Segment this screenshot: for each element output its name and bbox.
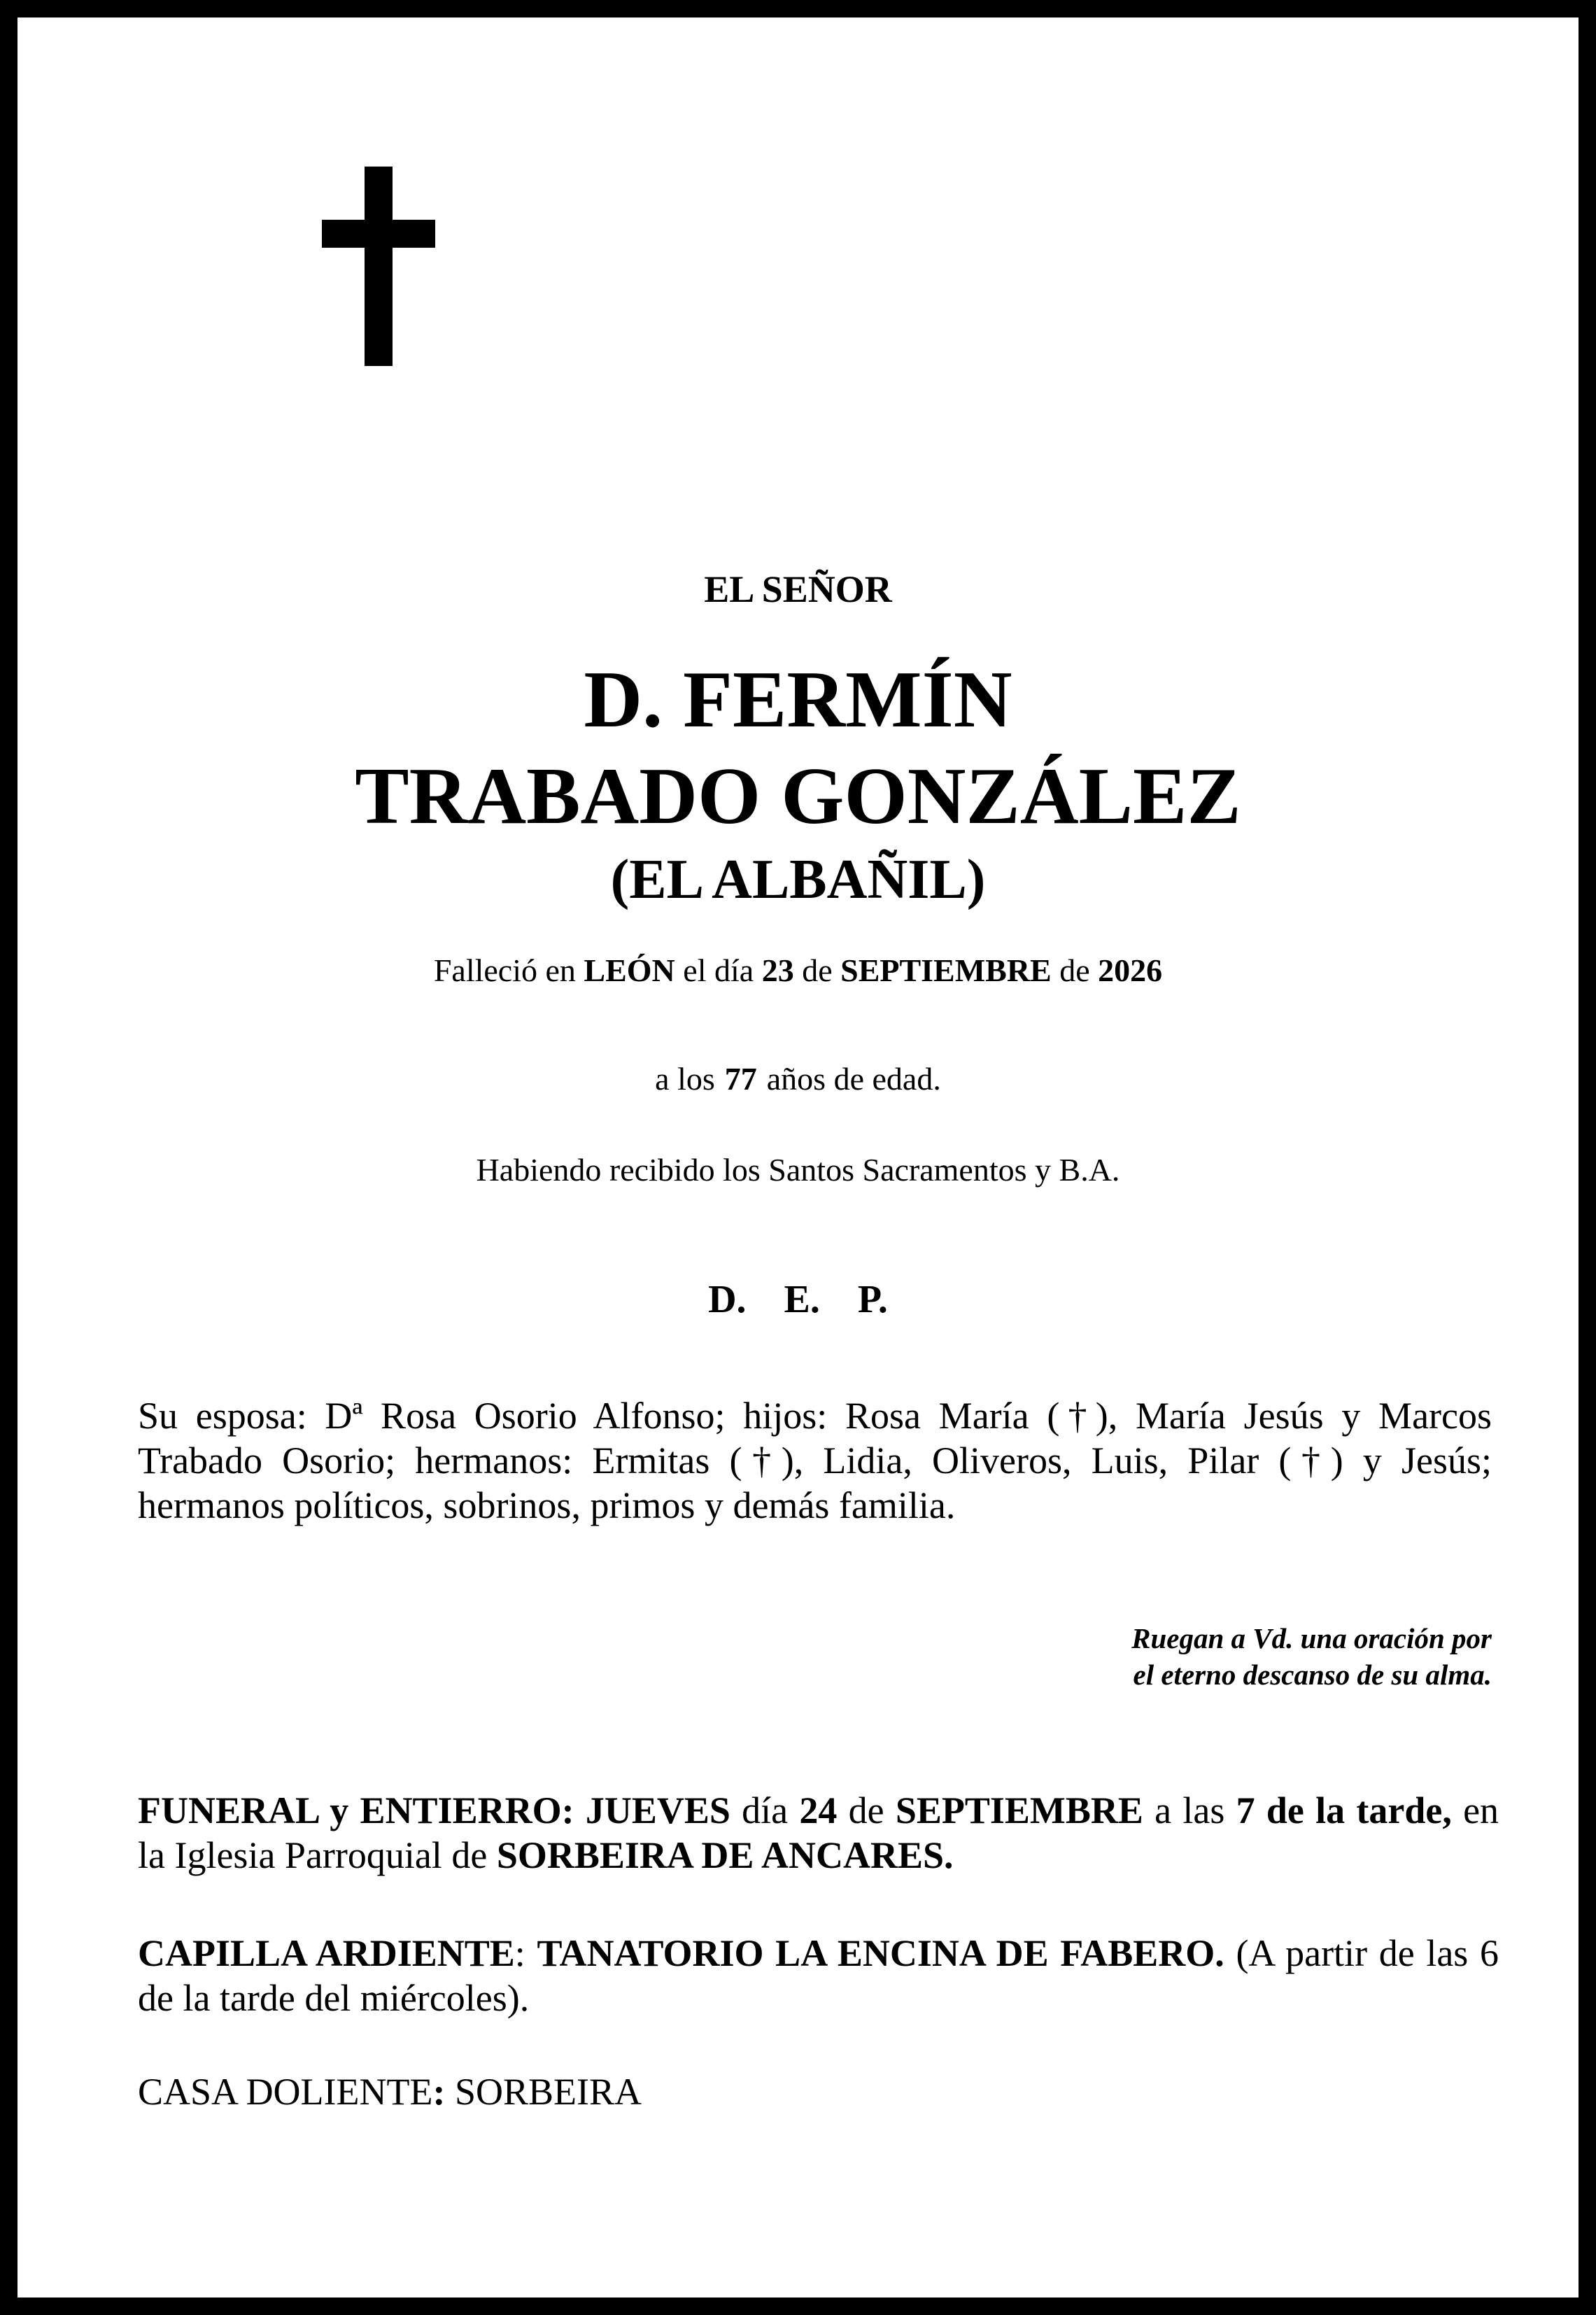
chapel-place: TANATORIO LA ENCINA DE FABERO.	[537, 1932, 1224, 1974]
death-line: Falleció en LEÓN el día 23 de SEPTIEMBRE de 2026	[433, 952, 1163, 988]
funeral-month: SEPTIEMBRE	[895, 1789, 1143, 1831]
funeral-day: 24	[799, 1789, 838, 1831]
funeral-paragraph: FUNERAL y ENTIERRO: JUEVES día 24 de SEPTIEMBRE a las 7 de la tarde, en la Iglesia Parroquial de SORBEIRA DE ANCARES.	[138, 1789, 1499, 1876]
death-day: 23	[761, 952, 794, 988]
deceased-name-line1: D. FERMÍN	[584, 655, 1012, 745]
prayer-line-1: Ruegan a Vd. una oración por	[1131, 1622, 1492, 1654]
age-value: 77	[724, 1061, 757, 1097]
prayer-request	[1131, 1620, 1492, 1693]
deceased-name-line2: TRABADO GONZÁLEZ	[355, 752, 1241, 841]
cross-icon	[322, 167, 435, 366]
funeral-label: FUNERAL y ENTIERRO:	[138, 1789, 574, 1831]
house-place: SORBEIRA	[454, 2071, 642, 2113]
death-month: SEPTIEMBRE	[840, 952, 1052, 988]
chapel-label: CAPILLA ARDIENTE	[138, 1932, 515, 1974]
funeral-weekday: JUEVES	[585, 1789, 730, 1831]
death-year: 2026	[1098, 952, 1163, 988]
dep-initials: D. E. P.	[708, 1278, 888, 1321]
house-paragraph: CASA DOLIENTE: SORBEIRA	[138, 2071, 642, 2113]
prayer-line-2: el eterno descanso de su alma.	[1133, 1659, 1492, 1691]
house-label: CASA DOLIENTE	[138, 2071, 433, 2113]
chapel-note: (A partir de las 6 de la tarde del miércoles).	[138, 1932, 1499, 2019]
sacraments-line: Habiendo recibido los Santos Sacramentos y B.A.	[476, 1152, 1120, 1188]
funeral-time: 7 de la tarde,	[1236, 1789, 1452, 1831]
deceased-nickname: (EL ALBAÑIL)	[610, 849, 986, 910]
intro-title: EL SEÑOR	[704, 568, 892, 610]
death-place: LEÓN	[584, 952, 675, 988]
chapel-paragraph: CAPILLA ARDIENTE: TANATORIO LA ENCINA DE FABERO. (A partir de las 6 de la tarde del miércoles).	[138, 1932, 1499, 2019]
age-line: a los 77 años de edad.	[655, 1061, 941, 1097]
family-paragraph: Su esposa: Dª Rosa Osorio Alfonso; hijos: Rosa María (†), María Jesús y Marcos Trabado Osorio; hermanos: Ermitas (†), Lidia, Oliveros, Luis, Pilar (†) y Jesús; hermanos políticos, sobrinos, primos y demás familia.	[138, 1395, 1492, 1526]
funeral-place: SORBEIRA DE ANCARES.	[496, 1834, 954, 1876]
obituary-page	[17, 17, 1579, 2298]
